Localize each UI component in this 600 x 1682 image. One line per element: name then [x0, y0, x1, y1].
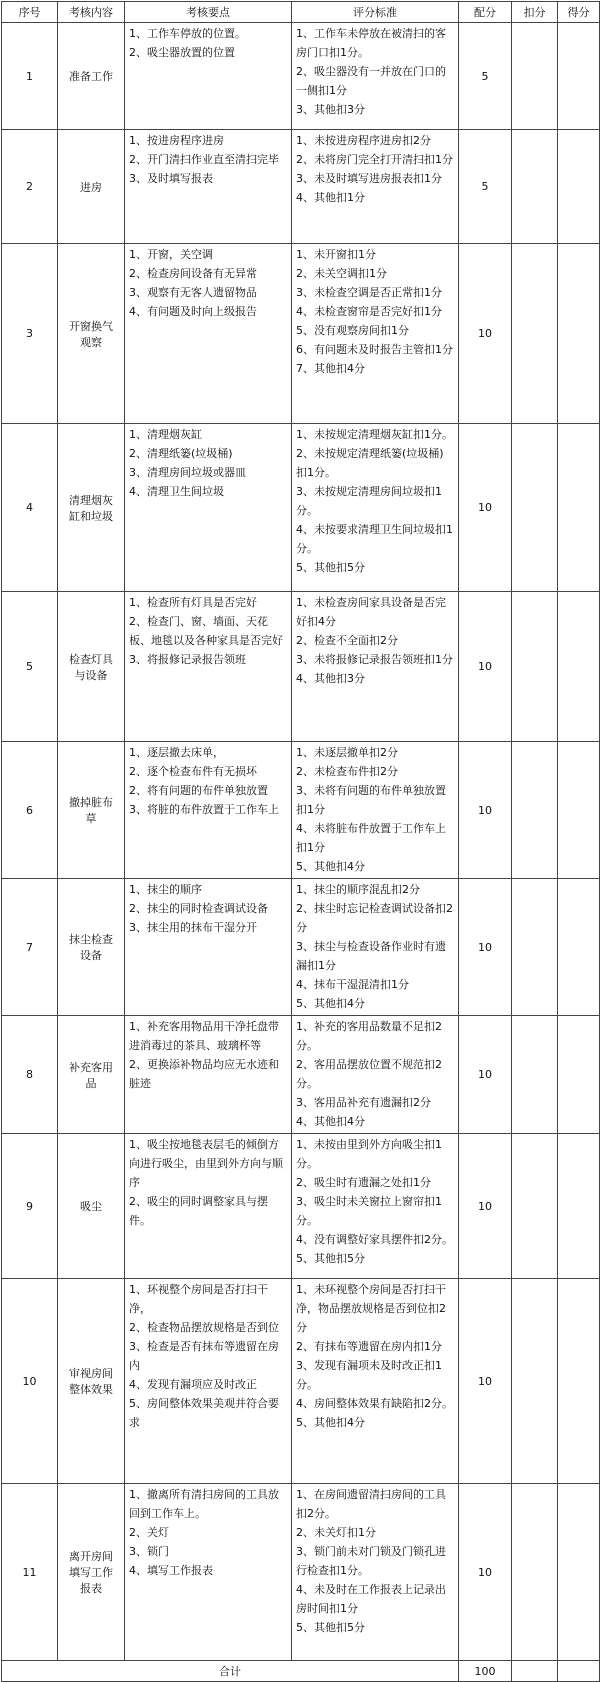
- standard-item: 3、未按规定清理房间垃圾扣1分。: [296, 485, 442, 517]
- standard-item: 2、未将房门完全打开清扫扣1分: [296, 153, 453, 166]
- standard-item: 5、没有观察房间扣1分: [296, 324, 409, 337]
- row-deduct-cell: [512, 424, 558, 592]
- standard-item: 3、锁门前未对门锁及门锁孔进行检查扣1分。: [296, 1545, 446, 1577]
- row-number: 3: [2, 244, 58, 424]
- row-result-cell: [558, 1016, 600, 1134]
- row-number: 7: [2, 879, 58, 1016]
- row-number: 1: [2, 23, 58, 130]
- row-result-cell: [558, 1134, 600, 1279]
- header-points: 考核要点: [125, 2, 292, 23]
- point-item: 4、有问题及时向上级报告: [129, 305, 257, 318]
- row-deduct-cell: [512, 1484, 558, 1661]
- row-result-cell: [558, 1484, 600, 1661]
- standard-item: 3、未及时填写进房报表扣1分: [296, 172, 442, 185]
- point-item: 1、工作车停放的位置。: [129, 27, 246, 40]
- point-item: 1、环视整个房间是否打扫干净，: [129, 1283, 268, 1315]
- row-deduct-cell: [512, 23, 558, 130]
- standard-item: 4、其他扣3分: [296, 672, 365, 685]
- standard-item: 6、有问题未及时报告主管扣1分: [296, 343, 453, 356]
- point-item: 4、发现有漏项应及时改正: [129, 1378, 257, 1391]
- standard-item: 5、其他扣5分: [296, 1621, 365, 1634]
- row-standards: [292, 244, 459, 424]
- row-standards: [292, 23, 459, 130]
- point-item: 3、将报修记录报告领班: [129, 653, 246, 666]
- standard-item: 3、未将报修记录报告领班扣1分: [296, 653, 453, 666]
- row-standards: [292, 1134, 459, 1279]
- table-row: [2, 1484, 600, 1661]
- header-score: 配分: [459, 2, 512, 23]
- standard-item: 1、未检查房间家具设备是否完好扣4分: [296, 596, 446, 628]
- row-score: 10: [459, 244, 512, 424]
- standard-item: 5、其他扣4分: [296, 1416, 365, 1429]
- point-item: 1、吸尘按地毯表层毛的倾倒方向进行吸尘，由里到外方向与顺序: [129, 1138, 283, 1189]
- table-row: [2, 23, 600, 130]
- standard-item: 1、未按进房程序进房扣2分: [296, 134, 431, 147]
- row-content: 离开房间填写工作报表: [58, 1484, 125, 1661]
- row-deduct-cell: [512, 592, 558, 742]
- row-result-cell: [558, 130, 600, 244]
- total-deduct-cell: [512, 1661, 558, 1682]
- row-score: 10: [459, 1016, 512, 1134]
- standard-item: 3、未检查空调是否正常扣1分: [296, 286, 442, 299]
- standard-item: 1、工作车未停放在被清扫的客房门口扣1分。: [296, 27, 446, 59]
- row-score: 10: [459, 1484, 512, 1661]
- row-points: [125, 1016, 292, 1134]
- standard-item: 1、未按由里到外方向吸尘扣1分。: [296, 1138, 442, 1170]
- row-standards: [292, 1279, 459, 1484]
- row-deduct-cell: [512, 742, 558, 879]
- point-item: 3、抹尘用的抹布干湿分开: [129, 921, 257, 934]
- row-standards: [292, 742, 459, 879]
- point-item: 1、检查所有灯具是否完好: [129, 596, 257, 609]
- standard-item: 1、抹尘的顺序混乱扣2分: [296, 883, 420, 896]
- row-number: 4: [2, 424, 58, 592]
- standard-item: 4、没有调整好家具摆件扣2分。: [296, 1233, 453, 1246]
- standard-item: 3、其他扣3分: [296, 103, 365, 116]
- row-standards: [292, 130, 459, 244]
- standard-item: 1、补充的客用品数量不足扣2分。: [296, 1020, 442, 1052]
- standard-item: 4、抹布干湿混清扣1分: [296, 978, 409, 991]
- row-result-cell: [558, 23, 600, 130]
- standard-item: 2、抹尘时忘记检查调试设备扣2分: [296, 902, 453, 934]
- point-item: 1、逐层撤去床单，: [129, 746, 224, 759]
- header-standards: 评分标准: [292, 2, 459, 23]
- row-points: [125, 1484, 292, 1661]
- point-item: 1、按进房程序进房: [129, 134, 224, 147]
- row-score: 10: [459, 742, 512, 879]
- standard-item: 3、发现有漏项未及时改正扣1分。: [296, 1359, 442, 1391]
- standard-item: 2、未按规定清理纸篓(垃圾桶)扣1分。: [296, 447, 444, 479]
- table-row: [2, 879, 600, 1016]
- row-standards: [292, 592, 459, 742]
- row-points: [125, 1279, 292, 1484]
- standard-item: 2、吸尘器没有一并放在门口的一侧扣1分: [296, 65, 446, 97]
- standard-item: 3、吸尘时未关窗拉上窗帘扣1分。: [296, 1195, 442, 1227]
- standard-item: 4、未及时在工作报表上记录出房时间扣1分: [296, 1583, 446, 1615]
- table-row: [2, 1279, 600, 1484]
- row-deduct-cell: [512, 130, 558, 244]
- point-item: 2、检查物品摆放规格是否到位: [129, 1321, 279, 1334]
- point-item: 1、清理烟灰缸: [129, 428, 202, 441]
- header-row: [2, 2, 600, 23]
- standard-item: 5、其他扣5分: [296, 1252, 365, 1265]
- point-item: 1、补充客用物品用干净托盘带进消毒过的茶具、玻璃杯等: [129, 1020, 279, 1052]
- row-standards: [292, 879, 459, 1016]
- row-deduct-cell: [512, 1279, 558, 1484]
- point-item: 3、观察有无客人遗留物品: [129, 286, 257, 299]
- row-number: 8: [2, 1016, 58, 1134]
- row-result-cell: [558, 244, 600, 424]
- table-row: [2, 1016, 600, 1134]
- row-number: 9: [2, 1134, 58, 1279]
- point-item: 2、逐个检查布件有无损坏: [129, 765, 257, 778]
- row-score: 10: [459, 1134, 512, 1279]
- standard-item: 4、其他扣1分: [296, 191, 365, 204]
- assessment-table: [1, 1, 600, 1682]
- standard-item: 2、客用品摆放位置不规范扣2分。: [296, 1058, 442, 1090]
- standard-item: 4、房间整体效果有缺陷扣2分。: [296, 1397, 453, 1410]
- standard-item: 4、其他扣4分: [296, 1115, 365, 1128]
- point-item: 3、清理房间垃圾或器皿: [129, 466, 246, 479]
- standard-item: 2、吸尘时有遗漏之处扣1分: [296, 1176, 431, 1189]
- point-item: 1、抹尘的顺序: [129, 883, 202, 896]
- table-row: [2, 592, 600, 742]
- row-points: [125, 244, 292, 424]
- row-points: [125, 23, 292, 130]
- row-result-cell: [558, 424, 600, 592]
- row-result-cell: [558, 742, 600, 879]
- row-number: 5: [2, 592, 58, 742]
- total-score: 100: [459, 1661, 512, 1682]
- row-content: 抹尘检查设备: [58, 879, 125, 1016]
- row-content: 撤掉脏布草: [58, 742, 125, 879]
- header-deduct: 扣分: [512, 2, 558, 23]
- standard-item: 4、未按要求清理卫生间垃圾扣1分。: [296, 523, 453, 555]
- row-deduct-cell: [512, 1134, 558, 1279]
- point-item: 3、锁门: [129, 1545, 169, 1558]
- standard-item: 5、其他扣4分: [296, 997, 365, 1010]
- standard-item: 3、抹尘与检查设备作业时有遗漏扣1分: [296, 940, 446, 972]
- table-row: [2, 244, 600, 424]
- row-result-cell: [558, 1279, 600, 1484]
- header-result: 得分: [558, 2, 600, 23]
- point-item: 4、填写工作报表: [129, 1564, 213, 1577]
- row-points: [125, 424, 292, 592]
- standard-item: 1、未逐层撤单扣2分: [296, 746, 398, 759]
- point-item: 1、开窗，关空调: [129, 248, 213, 261]
- point-item: 1、撤离所有清扫房间的工具放回到工作车上。: [129, 1488, 279, 1520]
- row-number: 6: [2, 742, 58, 879]
- row-content: 准备工作: [58, 23, 125, 130]
- row-content: 开窗换气观察: [58, 244, 125, 424]
- point-item: 2、清理纸篓(垃圾桶): [129, 447, 233, 460]
- header-content: 考核内容: [58, 2, 125, 23]
- row-content: 补充客用品: [58, 1016, 125, 1134]
- row-score: 5: [459, 23, 512, 130]
- point-item: 2、关灯: [129, 1526, 169, 1539]
- row-deduct-cell: [512, 244, 558, 424]
- standard-item: 1、在房间遗留清扫房间的工具扣2分。: [296, 1488, 446, 1520]
- table-row: [2, 1134, 600, 1279]
- row-content: 审视房间整体效果: [58, 1279, 125, 1484]
- standard-item: 2、有抹布等遗留在房内扣1分: [296, 1340, 442, 1353]
- table-row: [2, 130, 600, 244]
- point-item: 2、吸尘的同时调整家具与摆件。: [129, 1195, 268, 1227]
- standard-item: 5、其他扣5分: [296, 561, 365, 574]
- standard-item: 1、未环视整个房间是否打扫干净，物品摆放规格是否到位扣2分: [296, 1283, 446, 1334]
- row-content: 吸尘: [58, 1134, 125, 1279]
- standard-item: 2、未关灯扣1分: [296, 1526, 376, 1539]
- standard-item: 1、未开窗扣1分: [296, 248, 376, 261]
- row-score: 10: [459, 424, 512, 592]
- header-no: 序号: [2, 2, 58, 23]
- row-score: 10: [459, 879, 512, 1016]
- row-standards: [292, 1016, 459, 1134]
- row-content: 清理烟灰缸和垃圾: [58, 424, 125, 592]
- total-label: 合计: [2, 1661, 459, 1682]
- standard-item: 3、未将有问题的布件单独放置扣1分: [296, 784, 446, 816]
- standard-item: 3、客用品补充有遗漏扣2分: [296, 1096, 431, 1109]
- standard-item: 7、其他扣4分: [296, 362, 365, 375]
- point-item: 2、吸尘器放置的位置: [129, 46, 235, 59]
- row-score: 5: [459, 130, 512, 244]
- standard-item: 1、未按规定清理烟灰缸扣1分。: [296, 428, 453, 441]
- row-deduct-cell: [512, 1016, 558, 1134]
- standard-item: 2、未关空调扣1分: [296, 267, 387, 280]
- row-number: 2: [2, 130, 58, 244]
- row-number: 11: [2, 1484, 58, 1661]
- point-item: 3、及时填写报表: [129, 172, 213, 185]
- row-result-cell: [558, 592, 600, 742]
- row-score: 10: [459, 592, 512, 742]
- standard-item: 4、未检查窗帘是否完好扣1分: [296, 305, 442, 318]
- point-item: 4、清理卫生间垃圾: [129, 485, 224, 498]
- row-content: 检查灯具与设备: [58, 592, 125, 742]
- table-row: [2, 424, 600, 592]
- row-number: 10: [2, 1279, 58, 1484]
- row-points: [125, 1134, 292, 1279]
- standard-item: 2、未检查布件扣2分: [296, 765, 398, 778]
- row-points: [125, 592, 292, 742]
- row-points: [125, 742, 292, 879]
- point-item: 3、检查是否有抹布等遗留在房内: [129, 1340, 279, 1372]
- row-content: 进房: [58, 130, 125, 244]
- standard-item: 4、未将脏布件放置于工作车上扣1分: [296, 822, 446, 854]
- total-row: [2, 1661, 600, 1682]
- total-result-cell: [558, 1661, 600, 1682]
- point-item: 2、检查门、窗、墙面、天花板、地毯以及各种家具是否完好: [129, 615, 283, 647]
- point-item: 5、房间整体效果美观并符合要求: [129, 1397, 279, 1429]
- table-row: [2, 742, 600, 879]
- point-item: 2、将有问题的布件单独放置: [129, 784, 268, 797]
- row-deduct-cell: [512, 879, 558, 1016]
- point-item: 2、检查房间设备有无异常: [129, 267, 257, 280]
- point-item: 2、抹尘的同时检查调试设备: [129, 902, 268, 915]
- standard-item: 2、检查不全面扣2分: [296, 634, 398, 647]
- row-points: [125, 879, 292, 1016]
- row-result-cell: [558, 879, 600, 1016]
- row-points: [125, 130, 292, 244]
- point-item: 3、将脏的布件放置于工作车上: [129, 803, 279, 816]
- row-score: 10: [459, 1279, 512, 1484]
- standard-item: 5、其他扣4分: [296, 860, 365, 873]
- row-standards: [292, 1484, 459, 1661]
- point-item: 2、开门清扫作业直至清扫完毕: [129, 153, 279, 166]
- row-standards: [292, 424, 459, 592]
- point-item: 2、更换添补物品均应无水迹和脏迹: [129, 1058, 279, 1090]
